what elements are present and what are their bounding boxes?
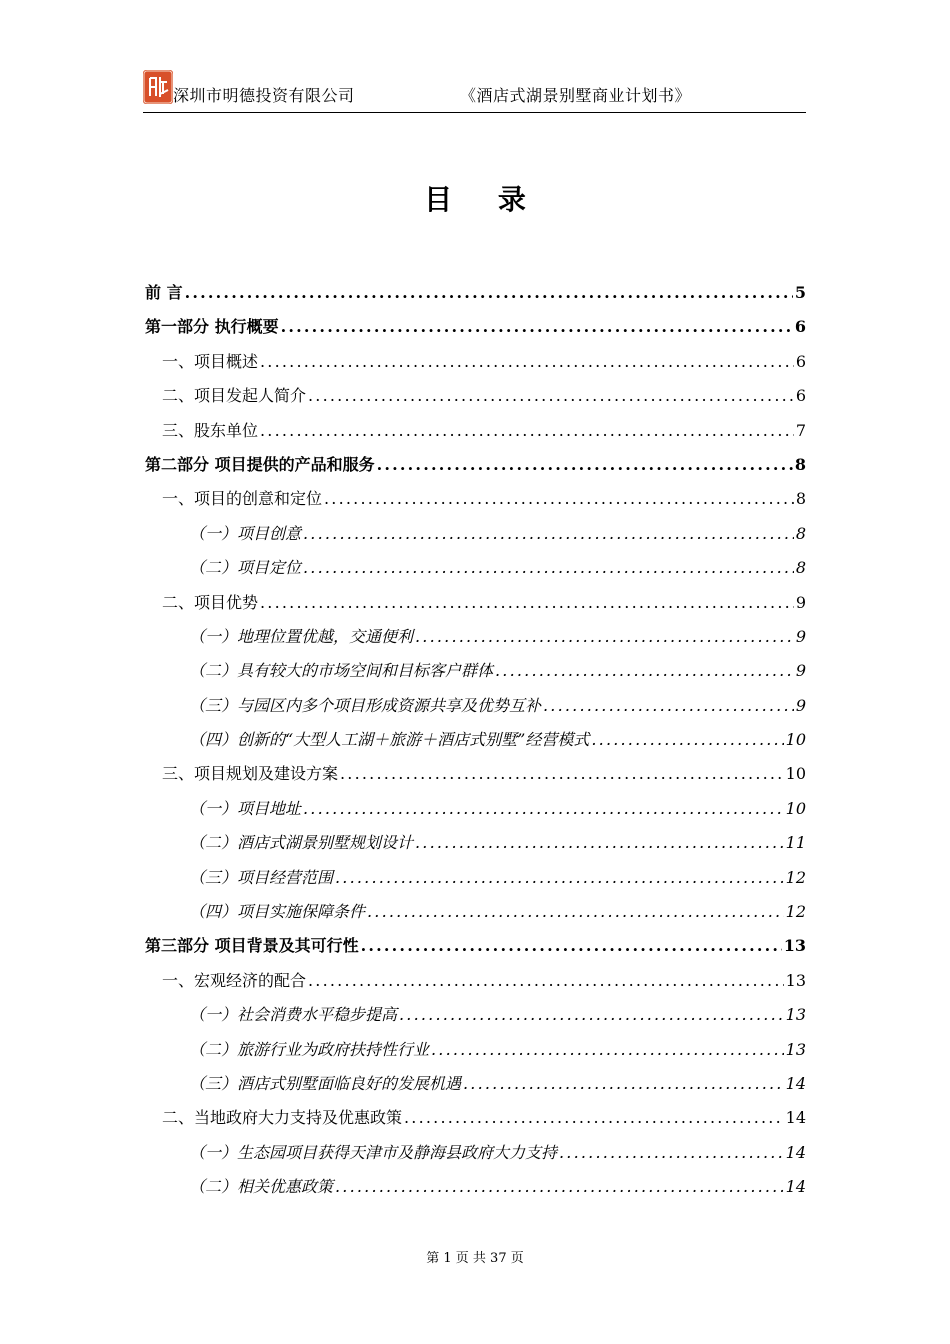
toc-entry[interactable] — [145, 792, 806, 826]
toc-entry[interactable] — [145, 551, 806, 585]
toc-entry-title: 二、当地政府大力支持及优惠政策 — [162, 1108, 403, 1128]
toc-entry[interactable] — [145, 929, 806, 963]
toc-entry[interactable] — [145, 586, 806, 620]
toc-page-number: 14 — [785, 1108, 806, 1128]
page-header — [143, 66, 806, 114]
toc-page-number: 9 — [795, 661, 806, 681]
toc-dot-leader — [185, 276, 793, 310]
toc-entry-title: （二）相关优惠政策 — [189, 1177, 334, 1197]
toc-page-number: 13 — [785, 970, 806, 990]
toc-entry[interactable] — [145, 345, 806, 379]
toc-page-number: 13 — [785, 1039, 806, 1059]
toc-dot-leader — [335, 861, 784, 895]
toc-entry[interactable] — [145, 964, 806, 998]
toc-dot-leader — [361, 929, 782, 963]
toc-entry-title: （一）项目地址 — [189, 798, 302, 818]
toc-dot-leader — [324, 482, 794, 516]
toc-entry[interactable] — [145, 448, 806, 482]
toc-page-number: 14 — [785, 1073, 806, 1093]
page-title: 目 录 — [424, 183, 544, 216]
toc-page-number: 6 — [795, 351, 806, 371]
toc-entry-title: （二）酒店式湖景别墅规划设计 — [189, 833, 414, 853]
toc-entry-title: （四）创新的“大型人工湖＋旅游＋酒店式别墅”经营模式 — [189, 730, 590, 750]
toc-entry-title: 前 言 — [145, 283, 183, 302]
toc-entry[interactable] — [145, 517, 806, 551]
toc-dot-leader — [308, 379, 794, 413]
toc-entry[interactable] — [145, 723, 806, 757]
toc-dot-leader — [463, 1067, 784, 1101]
toc-entry-title: （二）具有较大的市场空间和目标客户群体 — [189, 661, 494, 681]
toc-entry[interactable] — [145, 482, 806, 516]
toc-page-number: 6 — [794, 317, 806, 337]
toc-page-number: 14 — [785, 1142, 806, 1162]
toc-entry[interactable] — [145, 1170, 806, 1204]
toc-entry[interactable] — [145, 1033, 806, 1067]
toc-entry-title: （四）项目实施保障条件 — [189, 902, 366, 922]
toc-dot-leader — [260, 414, 794, 448]
toc-entry[interactable] — [145, 998, 806, 1032]
toc-page-number: 10 — [785, 730, 806, 750]
toc-page-number: 10 — [785, 798, 806, 818]
toc-page-number: 9 — [795, 695, 806, 715]
toc-entry-title: （三）与园区内多个项目形成资源共享及优势互补 — [189, 695, 542, 715]
toc-entry[interactable] — [145, 620, 806, 654]
toc-page-number: 8 — [795, 489, 806, 509]
toc-page-number: 12 — [785, 867, 806, 887]
toc-entry-title: 一、宏观经济的配合 — [162, 970, 307, 990]
seal-logo-graphic — [143, 70, 173, 104]
toc-dot-leader — [303, 551, 794, 585]
toc-entry-title: 一、项目概述 — [162, 351, 259, 371]
toc-entry[interactable] — [145, 414, 806, 448]
toc-dot-leader — [559, 1136, 784, 1170]
toc-entry-title: 第二部分 项目提供的产品和服务 — [145, 454, 375, 474]
toc-entry-title: 第三部分 项目背景及其可行性 — [145, 936, 359, 956]
toc-entry[interactable] — [145, 379, 806, 413]
toc-entry-title: 三、项目规划及建设方案 — [162, 764, 339, 784]
toc-entry-title: 一、项目的创意和定位 — [162, 489, 323, 509]
toc-dot-leader — [303, 517, 794, 551]
toc-dot-leader — [415, 826, 784, 860]
toc-page-number: 9 — [795, 592, 806, 612]
toc-page-number: 13 — [785, 1005, 806, 1025]
toc-entry-title: （一）地理位置优越，交通便利 — [189, 626, 414, 646]
toc-entry[interactable] — [145, 826, 806, 860]
toc-dot-leader — [415, 620, 794, 654]
toc-entry[interactable] — [145, 861, 806, 895]
toc-entry[interactable] — [145, 276, 806, 310]
toc-dot-leader — [591, 723, 783, 757]
toc-entry[interactable] — [145, 310, 806, 344]
toc-entry-title: 二、项目发起人简介 — [162, 386, 307, 406]
toc-entry-title: （一）生态园项目获得天津市及静海县政府大力支持 — [189, 1142, 558, 1162]
toc-dot-leader — [367, 895, 784, 929]
toc-page-number: 9 — [795, 626, 806, 646]
toc-dot-leader — [308, 964, 784, 998]
toc-page-number: 13 — [783, 936, 806, 956]
toc-page-number: 12 — [785, 902, 806, 922]
toc-entry[interactable] — [145, 689, 806, 723]
toc-page-number: 8 — [794, 454, 806, 474]
toc-entry-title: （三）酒店式别墅面临良好的发展机遇 — [189, 1073, 462, 1093]
toc-entry-title: （三）项目经营范围 — [189, 867, 334, 887]
toc-dot-leader — [281, 310, 793, 344]
toc-entry[interactable] — [145, 1067, 806, 1101]
toc-dot-leader — [431, 1033, 784, 1067]
toc-dot-leader — [543, 689, 794, 723]
toc-entry[interactable] — [145, 1136, 806, 1170]
toc-dot-leader — [495, 654, 794, 688]
toc-entry-title: 三、股东单位 — [162, 420, 259, 440]
toc-page-number: 8 — [795, 558, 806, 578]
toc-page-number: 11 — [785, 833, 806, 853]
toc-dot-leader — [260, 345, 794, 379]
toc-dot-leader — [399, 998, 784, 1032]
toc-page-number: 10 — [785, 764, 806, 784]
toc-page-number: 5 — [794, 283, 806, 302]
seal-logo-icon — [143, 70, 173, 104]
toc-entry-title: （一）社会消费水平稳步提高 — [189, 1005, 398, 1025]
toc-entry-title: （一）项目创意 — [189, 523, 302, 543]
toc-dot-leader — [335, 1170, 784, 1204]
toc-entry-title: 第一部分 执行概要 — [145, 317, 279, 337]
toc-entry-title: （二）旅游行业为政府扶持性行业 — [189, 1039, 430, 1059]
toc-entry[interactable] — [145, 757, 806, 791]
toc-dot-leader — [404, 1101, 784, 1135]
toc-entry[interactable] — [145, 1101, 806, 1135]
company-name: 深圳市明德投资有限公司 — [173, 86, 355, 105]
toc-page-number: 8 — [795, 523, 806, 543]
toc-dot-leader — [303, 792, 784, 826]
toc-page-number: 7 — [795, 420, 806, 440]
table-of-contents — [145, 276, 806, 1205]
toc-entry-title: （二）项目定位 — [189, 558, 302, 578]
toc-dot-leader — [260, 586, 794, 620]
toc-entry[interactable] — [145, 654, 806, 688]
toc-page-number: 6 — [795, 386, 806, 406]
toc-page-number: 14 — [785, 1177, 806, 1197]
toc-dot-leader — [340, 757, 784, 791]
toc-entry-title: 二、项目优势 — [162, 592, 259, 612]
page-footer: 第 1 页 共 37 页 — [426, 1251, 524, 1266]
header-divider — [143, 112, 806, 113]
toc-entry[interactable] — [145, 895, 806, 929]
toc-dot-leader — [377, 448, 793, 482]
document-title: 《酒店式湖景别墅商业计划书》 — [460, 86, 692, 105]
